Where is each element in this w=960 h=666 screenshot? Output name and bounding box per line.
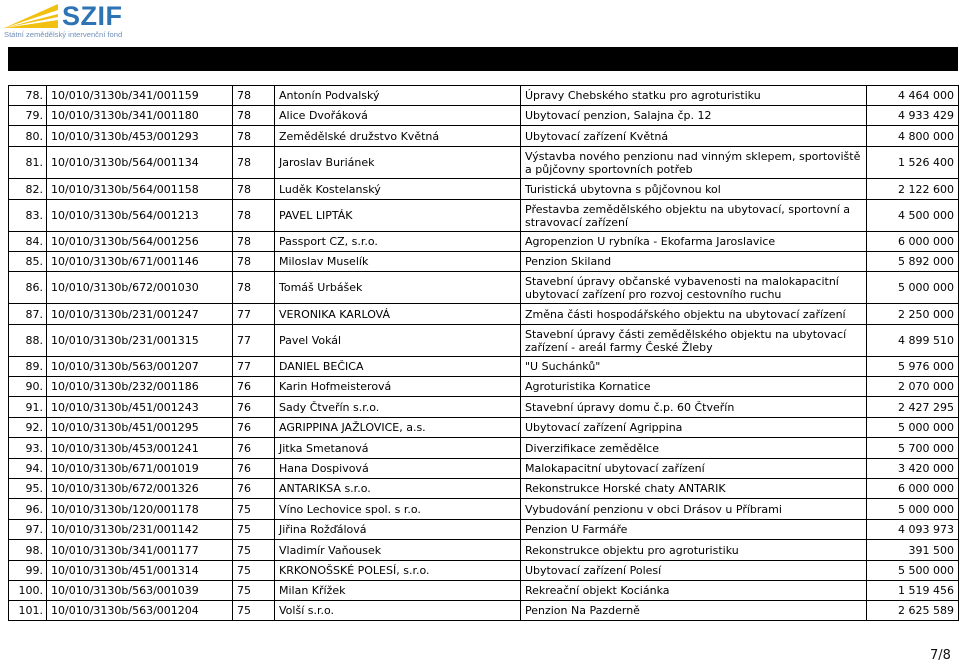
row-number: 87. <box>9 304 47 325</box>
row-number: 89. <box>9 357 47 377</box>
amount: 5 000 000 <box>867 418 959 438</box>
registration-id: 10/010/3130b/341/001159 <box>47 86 233 106</box>
table-row <box>9 252 959 272</box>
amount: 2 625 589 <box>867 601 959 621</box>
row-number: 92. <box>9 418 47 438</box>
score: 76 <box>233 479 275 499</box>
registration-id: 10/010/3130b/231/001142 <box>47 520 233 540</box>
registration-id: 10/010/3130b/563/001204 <box>47 601 233 621</box>
registration-id: 10/010/3130b/672/001326 <box>47 479 233 499</box>
score: 78 <box>233 200 275 232</box>
amount: 4 500 000 <box>867 200 959 232</box>
applicant-name: Pavel Vokál <box>275 325 521 357</box>
table-row <box>9 304 959 325</box>
project-name: Penzion Skiland <box>521 252 867 272</box>
table-row <box>9 540 959 561</box>
amount: 4 800 000 <box>867 126 959 147</box>
applicant-name: Alice Dvořáková <box>275 106 521 126</box>
applicant-name: Passport CZ, s.r.o. <box>275 232 521 252</box>
table-row <box>9 377 959 397</box>
row-number: 101. <box>9 601 47 621</box>
project-name: Stavební úpravy části zemědělského objektu na ubytovací zařízení - areál farmy České Žleby <box>521 325 867 357</box>
registration-id: 10/010/3130b/120/001178 <box>47 499 233 520</box>
brand-subtitle: Státní zemědělský intervenční fond <box>4 30 123 39</box>
row-number: 91. <box>9 397 47 418</box>
score: 75 <box>233 581 275 601</box>
registration-id: 10/010/3130b/671/001146 <box>47 252 233 272</box>
table-row <box>9 200 959 232</box>
registration-id: 10/010/3130b/451/001295 <box>47 418 233 438</box>
applicant-name: Luděk Kostelanský <box>275 179 521 200</box>
registration-id: 10/010/3130b/341/001177 <box>47 540 233 561</box>
score: 77 <box>233 325 275 357</box>
amount: 4 093 973 <box>867 520 959 540</box>
project-name: Úpravy Chebského statku pro agroturistiku <box>521 86 867 106</box>
registration-id: 10/010/3130b/453/001293 <box>47 126 233 147</box>
score: 76 <box>233 438 275 459</box>
szif-logo-icon <box>4 4 58 28</box>
brand-name: SZIF <box>62 1 123 31</box>
score: 78 <box>233 272 275 304</box>
project-name: Rekonstrukce Horské chaty ANTARIK <box>521 479 867 499</box>
amount: 1 519 456 <box>867 581 959 601</box>
row-number: 86. <box>9 272 47 304</box>
amount: 5 976 000 <box>867 357 959 377</box>
row-number: 100. <box>9 581 47 601</box>
row-number: 84. <box>9 232 47 252</box>
applicant-name: AGRIPPINA JAŽLOVICE, a.s. <box>275 418 521 438</box>
row-number: 99. <box>9 561 47 581</box>
project-name: Penzion Na Pazderně <box>521 601 867 621</box>
row-number: 93. <box>9 438 47 459</box>
table-row <box>9 479 959 499</box>
project-name: Turistická ubytovna s půjčovnou kol <box>521 179 867 200</box>
amount: 5 700 000 <box>867 438 959 459</box>
score: 78 <box>233 147 275 179</box>
table-row <box>9 499 959 520</box>
applicant-name: Tomáš Urbášek <box>275 272 521 304</box>
table-row <box>9 272 959 304</box>
applicant-name: VERONIKA KARLOVÁ <box>275 304 521 325</box>
score: 78 <box>233 106 275 126</box>
applicant-name: PAVEL LIPTÁK <box>275 200 521 232</box>
registration-id: 10/010/3130b/563/001207 <box>47 357 233 377</box>
row-number: 88. <box>9 325 47 357</box>
row-number: 82. <box>9 179 47 200</box>
project-name: Stavební úpravy domu č.p. 60 Čtveřín <box>521 397 867 418</box>
row-number: 80. <box>9 126 47 147</box>
table-row <box>9 126 959 147</box>
registration-id: 10/010/3130b/451/001243 <box>47 397 233 418</box>
project-name: Výstavba nového penzionu nad vinným sklepem, sportoviště a půjčovny sportovních potřeb <box>521 147 867 179</box>
row-number: 81. <box>9 147 47 179</box>
amount: 4 899 510 <box>867 325 959 357</box>
applicant-name: Vladimír Vaňousek <box>275 540 521 561</box>
applicant-name: Jitka Smetanová <box>275 438 521 459</box>
table-row <box>9 179 959 200</box>
registration-id: 10/010/3130b/231/001247 <box>47 304 233 325</box>
amount: 1 526 400 <box>867 147 959 179</box>
projects-table <box>8 85 959 621</box>
applicant-name: KRKONOŠSKÉ POLESÍ, s.r.o. <box>275 561 521 581</box>
table-row <box>9 397 959 418</box>
amount: 5 500 000 <box>867 561 959 581</box>
score: 75 <box>233 540 275 561</box>
score: 77 <box>233 304 275 325</box>
row-number: 98. <box>9 540 47 561</box>
amount: 5 000 000 <box>867 272 959 304</box>
score: 75 <box>233 520 275 540</box>
project-name: Penzion U Farmáře <box>521 520 867 540</box>
page-number: 7/8 <box>930 648 951 663</box>
registration-id: 10/010/3130b/563/001039 <box>47 581 233 601</box>
applicant-name: ANTARIKSA s.r.o. <box>275 479 521 499</box>
registration-id: 10/010/3130b/451/001314 <box>47 561 233 581</box>
amount: 6 000 000 <box>867 479 959 499</box>
score: 78 <box>233 179 275 200</box>
project-name: Vybudování penzionu v obci Drásov u Příbrami <box>521 499 867 520</box>
amount: 4 464 000 <box>867 86 959 106</box>
table-row <box>9 581 959 601</box>
score: 77 <box>233 357 275 377</box>
registration-id: 10/010/3130b/564/001256 <box>47 232 233 252</box>
amount: 2 250 000 <box>867 304 959 325</box>
score: 78 <box>233 126 275 147</box>
applicant-name: Jaroslav Buriánek <box>275 147 521 179</box>
table-row <box>9 357 959 377</box>
project-name: Ubytovací zařízení Květná <box>521 126 867 147</box>
amount: 5 000 000 <box>867 499 959 520</box>
project-name: Agropenzion U rybníka - Ekofarma Jaroslavice <box>521 232 867 252</box>
project-name: Změna části hospodářského objektu na ubytovací zařízení <box>521 304 867 325</box>
applicant-name: DANIEL BEČICA <box>275 357 521 377</box>
row-number: 97. <box>9 520 47 540</box>
project-name: Rekreační objekt Kociánka <box>521 581 867 601</box>
score: 76 <box>233 459 275 479</box>
registration-id: 10/010/3130b/671/001019 <box>47 459 233 479</box>
applicant-name: Sady Čtveřín s.r.o. <box>275 397 521 418</box>
project-name: Agroturistika Kornatice <box>521 377 867 397</box>
amount: 3 420 000 <box>867 459 959 479</box>
row-number: 83. <box>9 200 47 232</box>
applicant-name: Víno Lechovice spol. s r.o. <box>275 499 521 520</box>
table-row <box>9 520 959 540</box>
page-header <box>0 0 960 46</box>
amount: 2 427 295 <box>867 397 959 418</box>
row-number: 90. <box>9 377 47 397</box>
score: 76 <box>233 397 275 418</box>
score: 78 <box>233 232 275 252</box>
table-row <box>9 86 959 106</box>
registration-id: 10/010/3130b/564/001158 <box>47 179 233 200</box>
score: 75 <box>233 601 275 621</box>
table-row <box>9 459 959 479</box>
amount: 391 500 <box>867 540 959 561</box>
amount: 2 122 600 <box>867 179 959 200</box>
amount: 4 933 429 <box>867 106 959 126</box>
table-row <box>9 601 959 621</box>
project-name: Stavební úpravy občanské vybavenosti na malokapacitní ubytovací zařízení pro rozvoj cestovního ruchu <box>521 272 867 304</box>
table-row <box>9 106 959 126</box>
project-name: Ubytovací penzion, Salajna čp. 12 <box>521 106 867 126</box>
registration-id: 10/010/3130b/232/001186 <box>47 377 233 397</box>
table-row <box>9 418 959 438</box>
project-name: Ubytovací zařízení Polesí <box>521 561 867 581</box>
row-number: 85. <box>9 252 47 272</box>
applicant-name: Milan Křížek <box>275 581 521 601</box>
applicant-name: Karin Hofmeisterová <box>275 377 521 397</box>
project-name: Rekonstrukce objektu pro agroturistiku <box>521 540 867 561</box>
applicant-name: Hana Dospivová <box>275 459 521 479</box>
project-name: "U Suchánků" <box>521 357 867 377</box>
amount: 6 000 000 <box>867 232 959 252</box>
project-name: Přestavba zemědělského objektu na ubytovací, sportovní a stravovací zařízení <box>521 200 867 232</box>
score: 78 <box>233 252 275 272</box>
score: 75 <box>233 499 275 520</box>
registration-id: 10/010/3130b/564/001134 <box>47 147 233 179</box>
registration-id: 10/010/3130b/564/001213 <box>47 200 233 232</box>
amount: 2 070 000 <box>867 377 959 397</box>
row-number: 96. <box>9 499 47 520</box>
score: 78 <box>233 86 275 106</box>
row-number: 95. <box>9 479 47 499</box>
project-name: Diverzifikace zemědělce <box>521 438 867 459</box>
project-name: Ubytovací zařízení Agrippina <box>521 418 867 438</box>
applicant-name: Jiřina Rožďálová <box>275 520 521 540</box>
amount: 5 892 000 <box>867 252 959 272</box>
table-row <box>9 232 959 252</box>
registration-id: 10/010/3130b/341/001180 <box>47 106 233 126</box>
row-number: 94. <box>9 459 47 479</box>
applicant-name: Antonín Podvalský <box>275 86 521 106</box>
score: 76 <box>233 418 275 438</box>
row-number: 78. <box>9 86 47 106</box>
applicant-name: Miloslav Muselík <box>275 252 521 272</box>
registration-id: 10/010/3130b/453/001241 <box>47 438 233 459</box>
header-band <box>8 47 958 71</box>
table-row <box>9 561 959 581</box>
table-row <box>9 147 959 179</box>
applicant-name: Zemědělské družstvo Květná <box>275 126 521 147</box>
applicant-name: Volší s.r.o. <box>275 601 521 621</box>
registration-id: 10/010/3130b/231/001315 <box>47 325 233 357</box>
project-name: Malokapacitní ubytovací zařízení <box>521 459 867 479</box>
table-row <box>9 325 959 357</box>
table-row <box>9 438 959 459</box>
score: 76 <box>233 377 275 397</box>
row-number: 79. <box>9 106 47 126</box>
registration-id: 10/010/3130b/672/001030 <box>47 272 233 304</box>
score: 75 <box>233 561 275 581</box>
